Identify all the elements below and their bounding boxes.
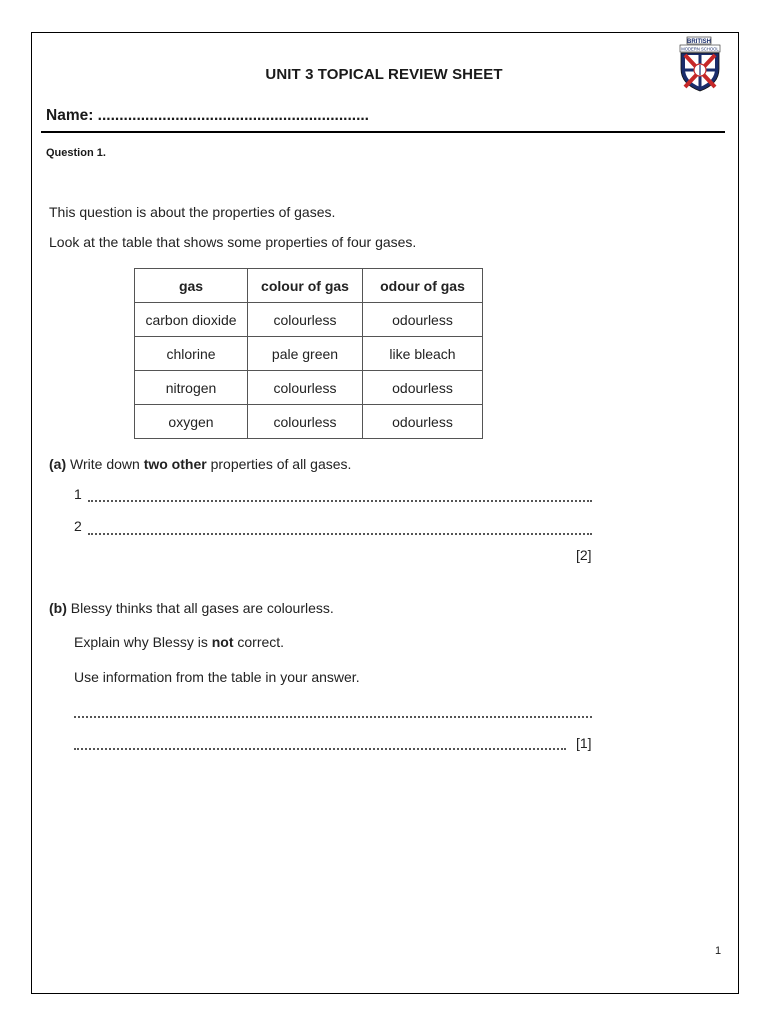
question-title: Question 1. bbox=[46, 147, 106, 159]
table-cell: colourless bbox=[248, 371, 363, 405]
svg-text:BRITISH: BRITISH bbox=[687, 39, 711, 45]
page-number: 1 bbox=[715, 945, 722, 957]
part-a-text-after: properties of all gases. bbox=[210, 456, 352, 472]
part-b-explain-bold: not bbox=[211, 634, 234, 650]
table-cell: odourless bbox=[363, 405, 483, 439]
answer-line-3[interactable] bbox=[74, 716, 592, 718]
part-b-marks: [1] bbox=[576, 735, 592, 751]
table-row bbox=[135, 405, 483, 439]
answer-line-4[interactable] bbox=[74, 748, 566, 750]
table-cell: chlorine bbox=[135, 337, 248, 371]
part-b-explain-after: correct. bbox=[237, 634, 285, 650]
part-b-explain bbox=[74, 634, 284, 650]
table-cell: odourless bbox=[363, 303, 483, 337]
part-b-label: (b) bbox=[49, 600, 67, 616]
table-row bbox=[135, 371, 483, 405]
school-crest-logo bbox=[675, 36, 725, 92]
page-title: UNIT 3 TOPICAL REVIEW SHEET bbox=[265, 66, 503, 83]
part-b-statement bbox=[49, 600, 334, 616]
header-divider bbox=[41, 131, 725, 133]
table-row bbox=[135, 303, 483, 337]
part-a-text-before: Write down bbox=[70, 456, 140, 472]
part-a-marks: [2] bbox=[576, 547, 592, 563]
part-a-label: (a) bbox=[49, 456, 67, 472]
table-header-row bbox=[135, 269, 483, 303]
table-cell: odourless bbox=[363, 371, 483, 405]
table-row bbox=[135, 337, 483, 371]
table-header-cell: odour of gas bbox=[363, 269, 483, 303]
answer-line-1[interactable] bbox=[88, 500, 592, 502]
table-cell: pale green bbox=[248, 337, 363, 371]
answer-line-2-number: 2 bbox=[74, 518, 82, 534]
table-cell: nitrogen bbox=[135, 371, 248, 405]
answer-line-2[interactable] bbox=[88, 533, 592, 535]
part-b-explain-before: Explain why Blessy is bbox=[74, 634, 208, 650]
table-header-cell: colour of gas bbox=[248, 269, 363, 303]
table-header-cell: gas bbox=[135, 269, 248, 303]
table-cell: oxygen bbox=[135, 405, 248, 439]
table-cell: colourless bbox=[248, 303, 363, 337]
table-cell: like bleach bbox=[363, 337, 483, 371]
gas-properties-table bbox=[134, 268, 483, 439]
svg-text:MODERN SCHOOL: MODERN SCHOOL bbox=[681, 46, 719, 52]
part-b-instruction: Use information from the table in your answer. bbox=[74, 669, 360, 685]
name-field-label: Name: ............................................................... bbox=[46, 107, 369, 124]
part-a-text-bold: two other bbox=[143, 456, 207, 472]
table-cell: carbon dioxide bbox=[135, 303, 248, 337]
table-intro: Look at the table that shows some properties of four gases. bbox=[49, 234, 417, 250]
answer-line-1-number: 1 bbox=[74, 486, 82, 502]
part-b-statement-text: Blessy thinks that all gases are colourless. bbox=[70, 600, 334, 616]
page-border bbox=[31, 32, 739, 994]
question-intro: This question is about the properties of gases. bbox=[49, 204, 336, 220]
part-a-prompt bbox=[49, 456, 351, 472]
table-cell: colourless bbox=[248, 405, 363, 439]
